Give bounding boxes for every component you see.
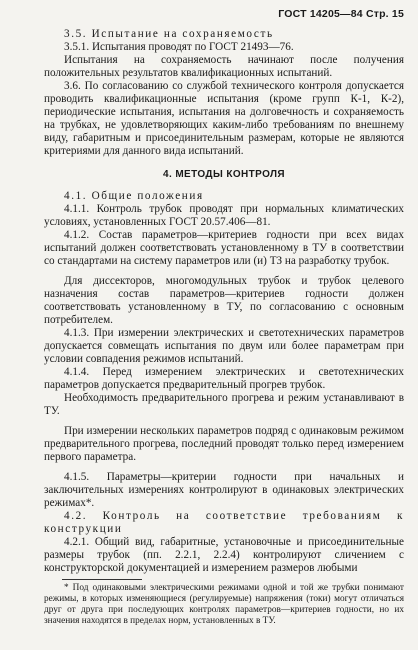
clause-4-1-3: 4.1.3. При измерении электрических и светотехнических параметров допускается совмещать испытания по двум или более параметрам при условии совпадения режимов испытаний. <box>44 327 404 365</box>
page-header: ГОСТ 14205—84 Стр. 15 <box>278 8 404 20</box>
clause-4-1-4-text-2: При измерении нескольких параметров подряд с одинаковым режимом предварительного прогрева, последний проводят только перед измерением первого параметра. <box>44 425 404 463</box>
clause-4-1-5: 4.1.5. Параметры—критерии годности при начальных и заключительных измерениях контролируют в одинаковых электрических режимах*. <box>44 471 404 509</box>
footnote: * Под одинаковыми электрическими режимами одной и той же трубки понимают режимы, в которых изменяющиеся (регулируемые) напряжения (токи) могут отличаться друг от друга при последующих контролях параметров—критериев годности, но их значения находятся в пределах норм, установленных в ТУ. <box>44 583 404 626</box>
clause-4-1-1: 4.1.1. Контроль трубок проводят при нормальных климатических условиях, установленных ГОСТ 20.57.406—81. <box>44 203 404 228</box>
section-title: 4. МЕТОДЫ КОНТРОЛЯ <box>163 169 285 180</box>
clause-3-5: 3.5. Испытание на сохраняемость <box>64 28 274 40</box>
clause-4-1-2: 4.1.2. Состав параметров—критериев годности при всех видах испытаний должен соответствовать установленному в ТУ в соответствии со стандартами на систему параметров или (и) ТЗ на разработку трубок. <box>44 229 404 267</box>
clause-3-5-1-text: Испытания на сохраняемость начинают после получения положительных результатов квалификационных испытаний. <box>44 54 404 79</box>
clause-4-1: 4.1. Общие положения <box>64 190 204 202</box>
clause-4-1-2-text: Для диссекторов, многомодульных трубок и трубок целевого назначения состав параметров—критериев годности должен соответствовать установленному в ТУ, по согласованию с основным потребителем. <box>44 275 404 326</box>
clause-3-5-1: 3.5.1. Испытания проводят по ГОСТ 21493—76. <box>64 41 294 53</box>
clause-4-1-4: 4.1.4. Перед измерением электрических и светотехнических параметров допускается предварительный прогрев трубок. <box>44 366 404 391</box>
page-content <box>44 28 404 627</box>
clause-3-6: 3.6. По согласованию со службой технического контроля допускается проводить квалификационные испытания (кроме групп К-1, К-2), периодические испытания, испытания на долговечность и сохраняемость на трубках, не удовлетворяющих каким-либо требованиям по внешнему виду, габаритным и присоединительным размерам, которые не являются критериями для данного вида испытаний. <box>44 80 404 157</box>
clause-4-1-4-text: Необходимость предварительного прогрева и режим устанавливают в ТУ. <box>44 392 404 417</box>
footnote-divider <box>62 579 142 580</box>
clause-4-2: 4.2. Контроль на соответствие требованиям к конструкции <box>44 510 404 535</box>
clause-4-2-1: 4.2.1. Общий вид, габаритные, установочные и присоединительные размеры трубок (пп. 2.2.1, 2.2.4) контролируют сличением с конструкторской документацией и измерением размеров любыми <box>44 536 404 574</box>
